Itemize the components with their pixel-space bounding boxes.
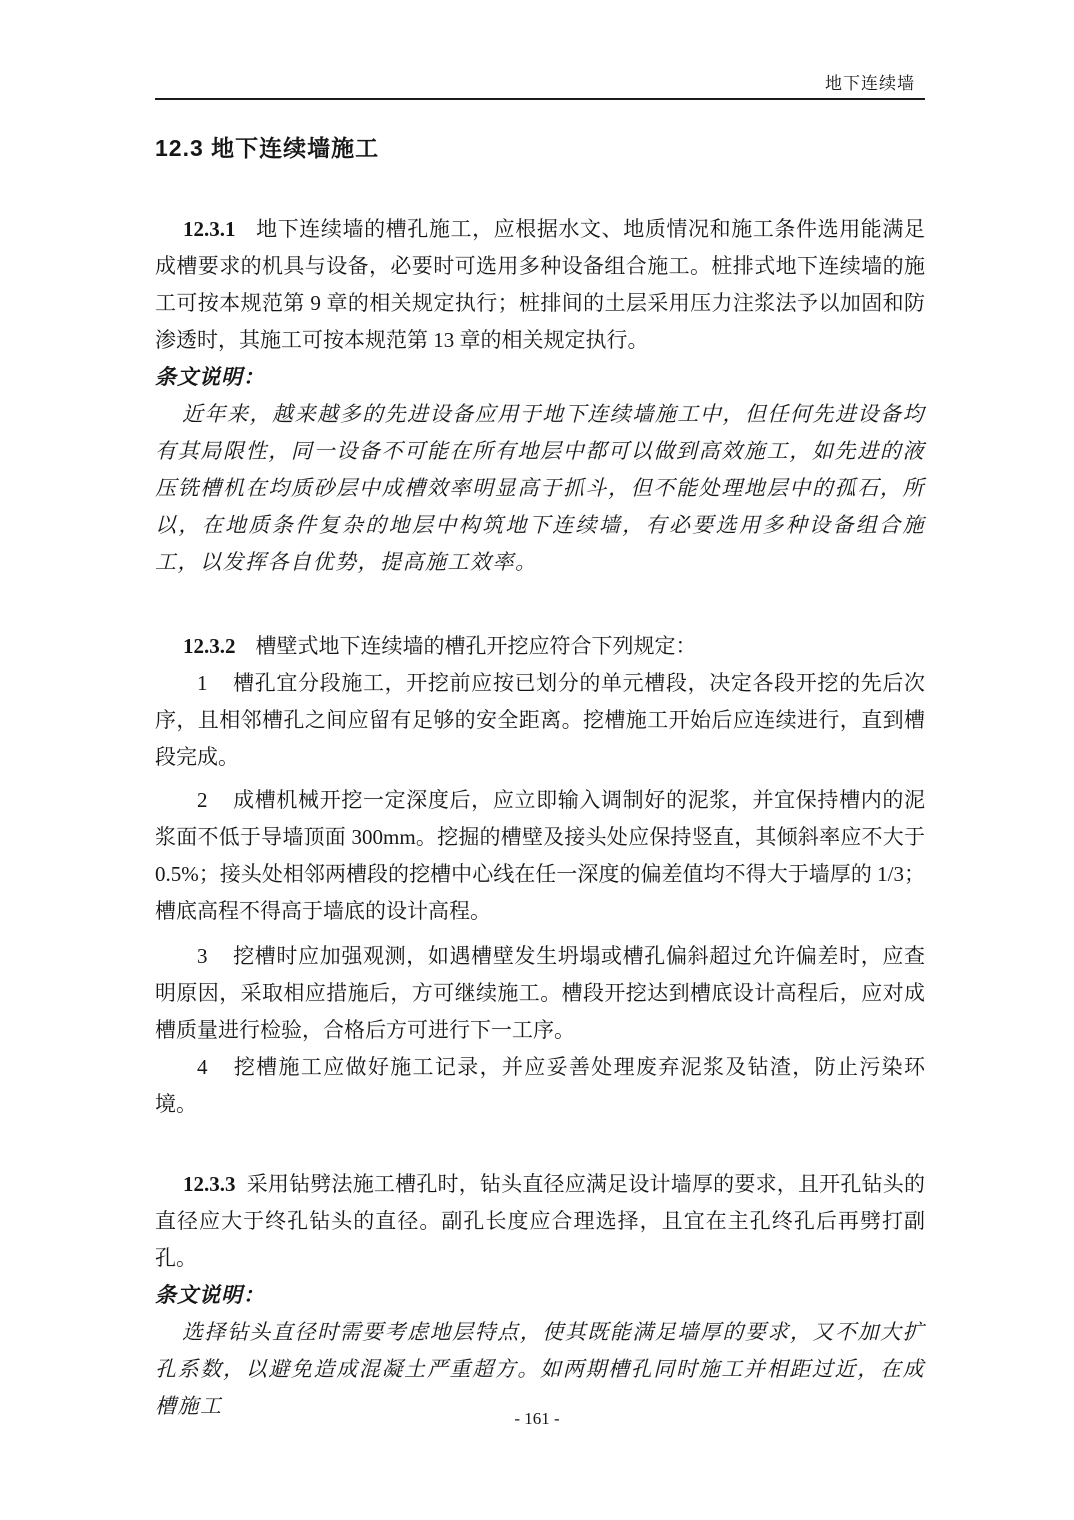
clause-12-3-1 xyxy=(155,211,925,359)
item-4-text: 挖槽施工应做好施工记录，并应妥善处理废弃泥浆及钻渣，防止污染环境。 xyxy=(155,1055,925,1116)
clause-12-3-1-text: 地下连续墙的槽孔施工，应根据水文、地质情况和施工条件选用能满足成槽要求的机具与设备，必要时可选用多种设备组合施工。桩排式地下连续墙的施工可按本规范第 9 章的相关规定执行；桩排间的土层采用压力注浆法予以加固和防渗透时，其施工可按本规范第 13 章的相关规定执行。 xyxy=(155,217,925,352)
clause-12-3-3-text: 采用钻劈法施工槽孔时，钻头直径应满足设计墙厚的要求，且开孔钻头的直径应大于终孔钻头的直径。副孔长度应合理选择，且宜在主孔终孔后再劈打副孔。 xyxy=(155,1172,925,1270)
clause-12-3-2-intro: 槽壁式地下连续墙的槽孔开挖应符合下列规定： xyxy=(255,634,697,658)
clause-12-3-2-number: 12.3.2 xyxy=(183,634,236,658)
item-3-text: 挖槽时应加强观测，如遇槽壁发生坍塌或槽孔偏斜超过允许偏差时，应查明原因，采取相应措施后，方可继续施工。槽段开挖达到槽底设计高程后，应对成槽质量进行检验，合格后方可进行下一工序。 xyxy=(155,944,925,1042)
clause-12-3-2-item-2 xyxy=(155,782,925,930)
running-header xyxy=(155,0,925,100)
item-3-number: 3 xyxy=(197,944,208,968)
section-title: 12.3 地下连续墙施工 xyxy=(155,135,380,161)
commentary-label-1: 条文说明： xyxy=(155,365,265,389)
clause-12-3-3 xyxy=(155,1166,925,1277)
page-footer xyxy=(0,1407,1074,1431)
page-content xyxy=(155,0,925,1425)
running-header-title: 地下连续墙 xyxy=(825,74,915,93)
clause-12-3-2 xyxy=(155,628,925,665)
item-1-number: 1 xyxy=(197,671,208,695)
commentary-text-1: 近年来，越来越多的先进设备应用于地下连续墙施工中，但任何先进设备均有其局限性，同一设备不可能在所有地层中都可以做到高效施工，如先进的液压铣槽机在均质砂层中成槽效率明显高于抓斗，但不能处理地层中的孤石，所以，在地质条件复杂的地层中构筑地下连续墙，有必要选用多种设备组合施工，以发挥各自优势，提高施工效率。 xyxy=(155,402,925,574)
item-1-text: 槽孔宜分段施工，开挖前应按已划分的单元槽段，决定各段开挖的先后次序，且相邻槽孔之间应留有足够的安全距离。挖槽施工开始后应连续进行，直到槽段完成。 xyxy=(155,671,925,769)
clause-12-3-2-item-1 xyxy=(155,665,925,776)
item-2-number: 2 xyxy=(197,788,208,812)
clause-12-3-3-number: 12.3.3 xyxy=(183,1172,236,1196)
clause-12-3-2-item-4 xyxy=(155,1049,925,1123)
commentary-label-2: 条文说明： xyxy=(155,1283,265,1307)
item-4-number: 4 xyxy=(197,1055,208,1079)
page-number: - 161 - xyxy=(514,1409,560,1428)
commentary-text-2: 选择钻头直径时需要考虑地层特点，使其既能满足墙厚的要求，又不加大扩孔系数，以避免造成混凝土严重超方。如两期槽孔同时施工并相距过近，在成槽施工 xyxy=(155,1320,925,1418)
item-2-text: 成槽机械开挖一定深度后，应立即输入调制好的泥浆，并宜保持槽内的泥浆面不低于导墙顶面 300mm。挖掘的槽壁及接头处应保持竖直，其倾斜率应不大于0.5%；接头处相邻两槽段的挖槽中心线在任一深度的偏差值均不得大于墙厚的 1/3；槽底高程不得高于墙底的设计高程。 xyxy=(155,788,925,923)
clause-12-3-2-item-3 xyxy=(155,938,925,1049)
clause-12-3-1-number: 12.3.1 xyxy=(183,217,236,241)
